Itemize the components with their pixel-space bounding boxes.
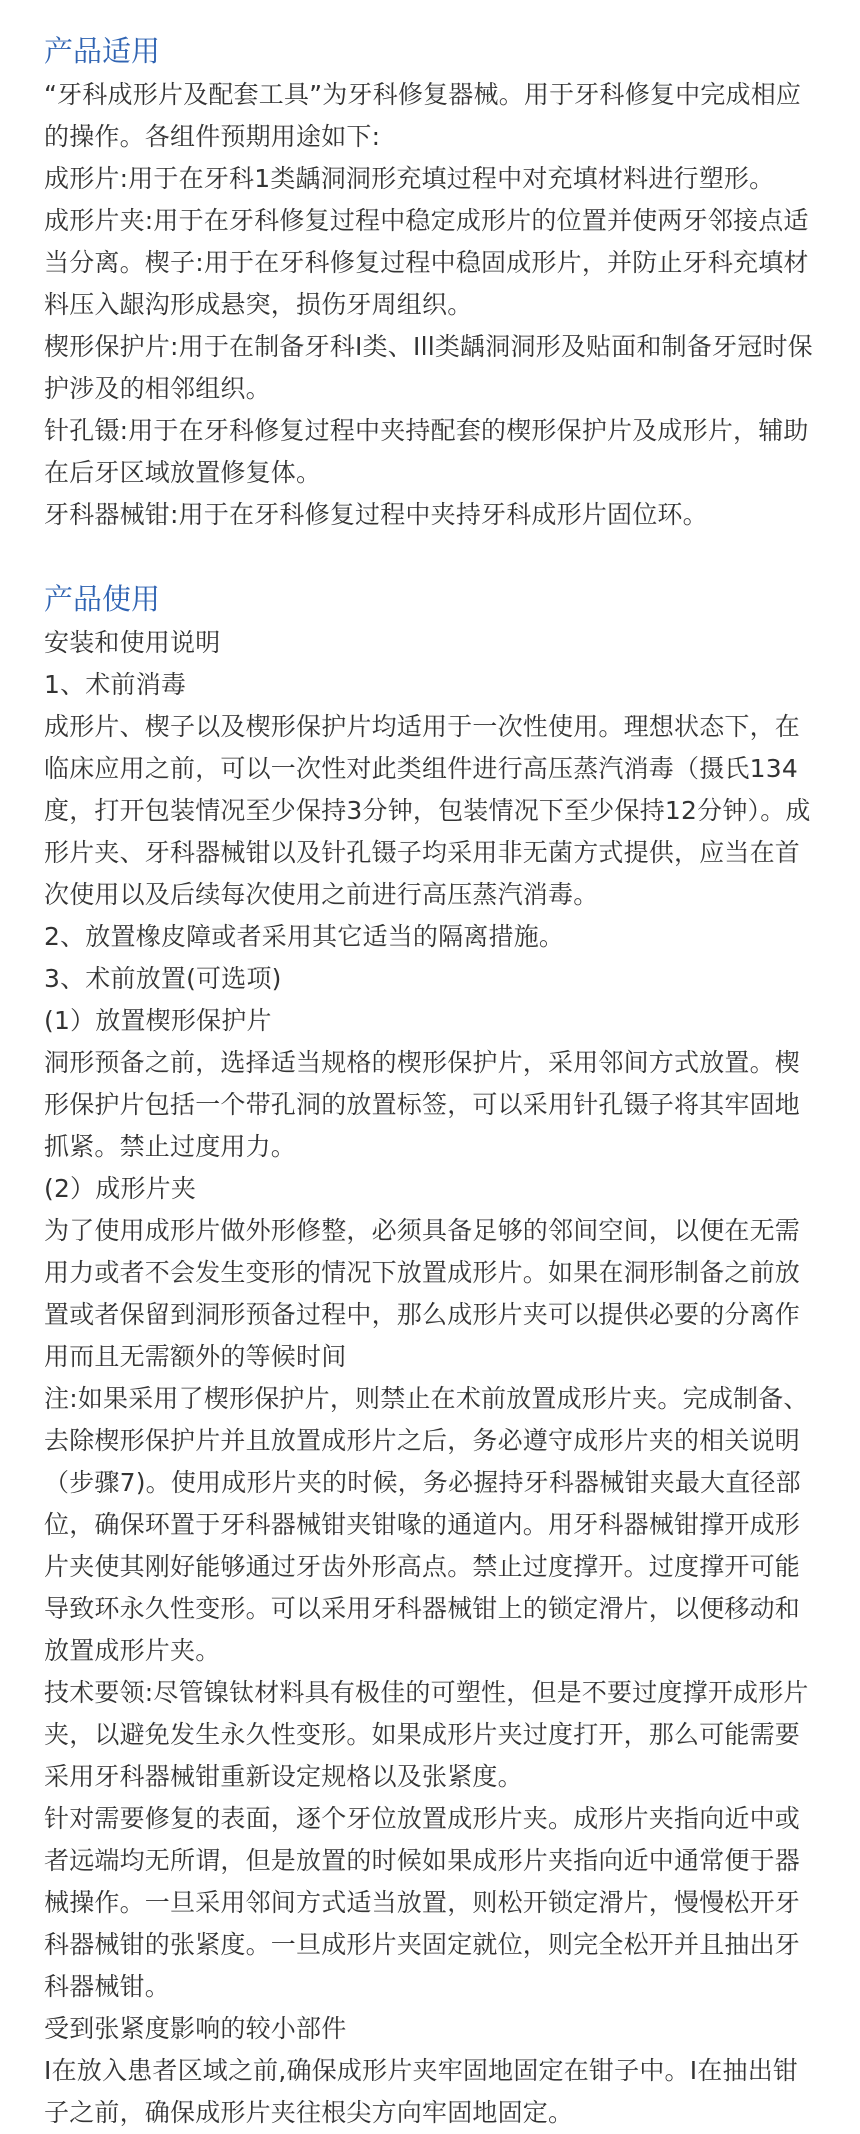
paragraph: 2、放置橡皮障或者采用其它适当的隔离措施。 [44, 922, 565, 951]
paragraph: (1）放置楔形保护片 [44, 1006, 272, 1035]
paragraph: 楔形保护片:用于在制备牙科I类、Ill类龋洞洞形及贴面和制备牙冠时保护涉及的相邻组织。 [44, 332, 813, 403]
paragraph: I在放入患者区域之前,确保成形片夹牢固地固定在钳子中。I在抽出钳子之前，确保成形片夹往根尖方向牢固地固定。 [44, 2056, 799, 2127]
paragraph: 洞形预备之前，选择适当规格的楔形保护片，采用邻间方式放置。楔形保护片包括一个带孔洞的放置标签，可以采用针孔镊子将其牢固地抓紧。禁止过度用力。 [44, 1048, 801, 1161]
paragraph: 3、术前放置(可选项) [44, 964, 282, 993]
paragraph: 牙科器械钳:用于在牙科修复过程中夹持牙科成形片固位环。 [44, 500, 708, 529]
paragraph: 受到张紧度影响的较小部件 [44, 2014, 347, 2043]
paragraph: 1、术前消毒 [44, 670, 187, 699]
paragraph: (2）成形片夹 [44, 1174, 197, 1203]
paragraph: 成形片、楔子以及楔形保护片均适用于一次性使用。理想状态下，在临床应用之前，可以一次性对此类组件进行高压蒸汽消毒（摄氏134度，打开包装情况至少保持3分钟，包装情况下至少保持12分钟）。成形片夹、牙科器械钳以及针孔镊子均采用非无菌方式提供，应当在首次使用以及后续每次使用之前进行高压蒸汽消毒。 [44, 712, 811, 909]
paragraph: 成形片夹:用于在牙科修复过程中稳定成形片的位置并使两牙邻接点适当分离。楔子:用于在牙科修复过程中稳固成形片，并防止牙科充填材料压入龈沟形成悬突，损伤牙周组织。 [44, 206, 809, 319]
paragraph: 注:如果采用了楔形保护片，则禁止在术前放置成形片夹。完成制备、去除楔形保护片并且放置成形片之后，务必遵守成形片夹的相关说明（步骤7)。使用成形片夹的时候，务必握持牙科器械钳夹最大直径部位，确保环置于牙科器械钳夹钳喙的通道内。用牙科器械钳撑开成形片夹使其刚好能够通过牙齿外形高点。禁止过度撑开。过度撑开可能导致环永久性变形。可以采用牙科器械钳上的锁定滑片，以便移动和放置成形片夹。 [44, 1384, 809, 1665]
paragraph: 为了使用成形片做外形修整，必须具备足够的邻间空间，以便在无需用力或者不会发生变形的情况下放置成形片。如果在洞形制备之前放置或者保留到洞形预备过程中，那么成形片夹可以提供必要的分离作用而且无需额外的等候时间 [44, 1216, 801, 1371]
paragraph: 针对需要修复的表面，逐个牙位放置成形片夹。成形片夹指向近中或者远端均无所谓，但是放置的时候如果成形片夹指向近中通常便于器械操作。一旦采用邻间方式适当放置，则松开锁定滑片，慢慢松开牙科器械钳的张紧度。一旦成形片夹固定就位，则完全松开并且抽出牙科器械钳。 [44, 1804, 801, 2001]
paragraph: 成形片:用于在牙科1类龋洞洞形充填过程中对充填材料进行塑形。 [44, 164, 775, 193]
paragraph: 安装和使用说明 [44, 628, 221, 657]
section-product-application [44, 28, 816, 536]
paragraph: 针孔镊:用于在牙科修复过程中夹持配套的楔形保护片及成形片，辅助在后牙区域放置修复体。 [44, 416, 809, 487]
section-title: 产品使用 [44, 582, 161, 616]
paragraph: 技术要领:尽管镍钛材料具有极佳的可塑性，但是不要过度撑开成形片夹，以避免发生永久性变形。如果成形片夹过度打开，那么可能需要采用牙科器械钳重新设定规格以及张紧度。 [44, 1678, 809, 1791]
paragraph: “牙科成形片及配套工具”为牙科修复器械。用于牙科修复中完成相应的操作。各组件预期用途如下: [44, 80, 802, 151]
section-title: 产品适用 [44, 34, 161, 68]
section-product-use [44, 576, 816, 2134]
